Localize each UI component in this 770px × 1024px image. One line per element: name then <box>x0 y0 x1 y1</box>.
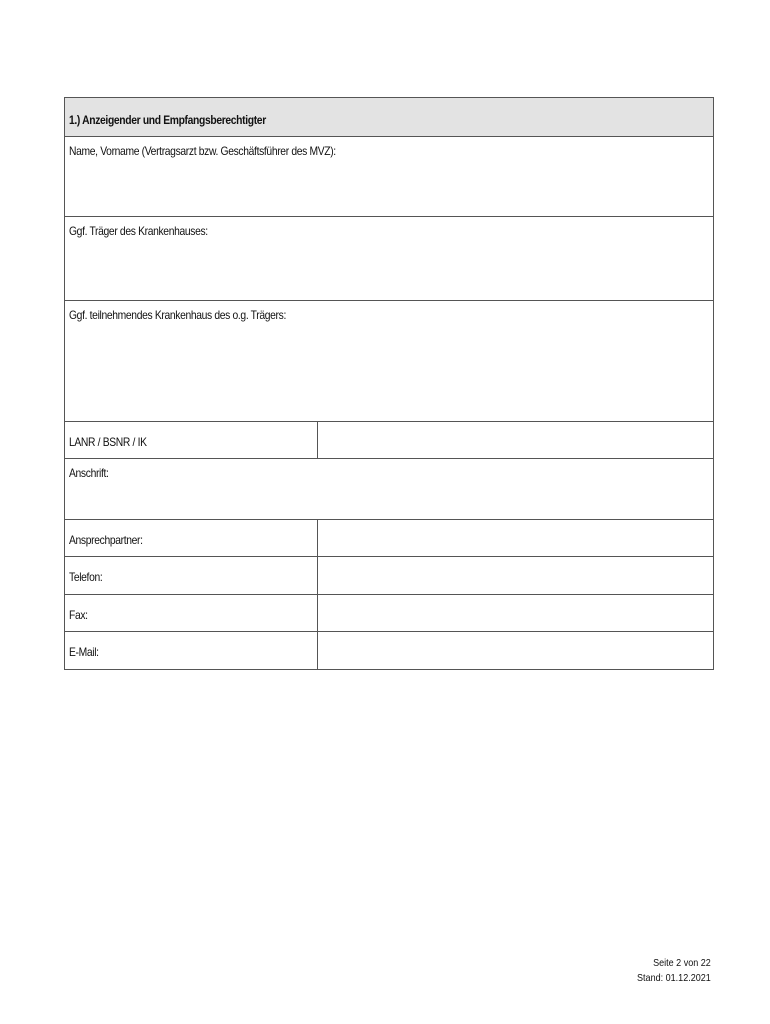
anschrift-field-label: Anschrift: <box>69 466 109 480</box>
lanr-label-cell <box>65 422 318 458</box>
telefon-label-cell <box>65 557 318 594</box>
traeger-field-label: Ggf. Träger des Krankenhauses: <box>69 224 208 238</box>
section-header <box>65 98 713 137</box>
telefon-input[interactable] <box>318 557 713 594</box>
email-field-label: E-Mail: <box>69 645 99 659</box>
name-field[interactable] <box>65 137 713 217</box>
telefon-row <box>65 557 713 595</box>
ansprechpartner-label-cell <box>65 520 318 556</box>
ansprechpartner-field-label: Ansprechpartner: <box>69 533 143 547</box>
fax-row <box>65 595 713 632</box>
fax-field-label: Fax: <box>69 608 88 622</box>
lanr-field-label: LANR / BSNR / IK <box>69 435 147 449</box>
traeger-field[interactable] <box>65 217 713 301</box>
applicant-form-table <box>64 97 714 670</box>
krankenhaus-field-label: Ggf. teilnehmendes Krankenhaus des o.g. Trägers: <box>69 308 286 322</box>
name-field-label: Name, Vorname (Vertragsarzt bzw. Geschäftsführer des MVZ): <box>69 144 336 158</box>
ansprechpartner-input[interactable] <box>318 520 713 556</box>
section-title: 1.) Anzeigender und Empfangsberechtigter <box>69 113 266 127</box>
email-row <box>65 632 713 670</box>
fax-label-cell <box>65 595 318 631</box>
email-input[interactable] <box>318 632 713 669</box>
stand-date: Stand: 01.12.2021 <box>637 972 711 984</box>
ansprechpartner-row <box>65 520 713 557</box>
anschrift-field[interactable] <box>65 459 713 520</box>
fax-input[interactable] <box>318 595 713 631</box>
lanr-row <box>65 422 713 459</box>
krankenhaus-field[interactable] <box>65 301 713 422</box>
page-footer <box>637 956 711 986</box>
telefon-field-label: Telefon: <box>69 570 103 584</box>
lanr-input[interactable] <box>318 422 713 458</box>
email-label-cell <box>65 632 318 669</box>
page-number: Seite 2 von 22 <box>653 957 711 969</box>
